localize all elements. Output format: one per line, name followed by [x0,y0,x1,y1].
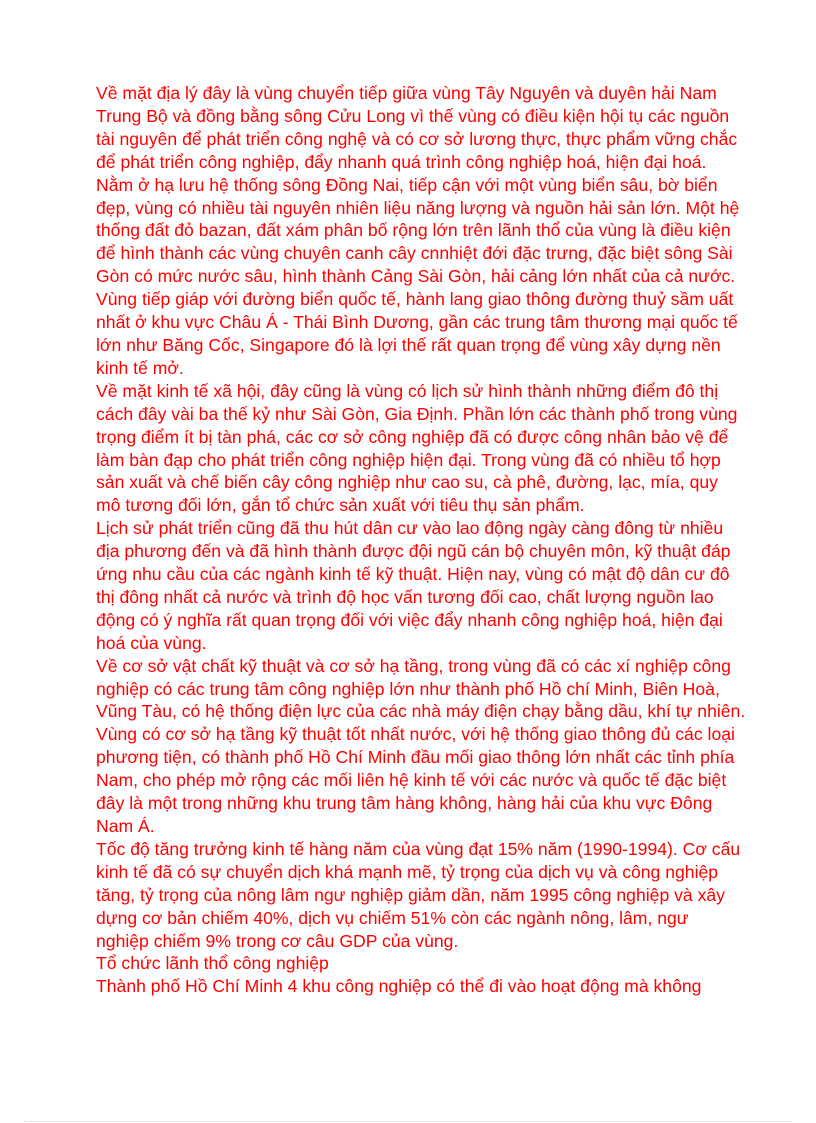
document-body [96,82,746,998]
paragraph-geography: Về mặt địa lý đây là vùng chuyển tiếp giữa vùng Tây Nguyên và duyên hải Nam Trung Bộ và đồng bằng sông Cửu Long vì thế vùng có điều kiện hội tụ các nguồn tài nguyên để phát triển công nghệ và có cơ sở lương thực, thực phẩm vững chắc để phát triển công nghiệp, đẩy nhanh quá trình công nghiệp hoá, hiện đại hoá. [96,83,738,172]
page-bottom-divider [24,1121,792,1122]
paragraph-natural-resources: Nằm ở hạ lưu hệ thống sông Đồng Nai, tiếp cận với một vùng biển sâu, bờ biển đẹp, vùng có nhiều tài nguyên nhiên liệu năng lượng và nguồn hải sản lớn. Một hệ thống đất đỏ bazan, đất xám phân bố rộng lớn trên lãnh thổ của vùng là điều kiện để hình thành các vùng chuyên canh cây cnnhiệt đới đặc trưng, đặc biệt sông Sài Gòn có mức nước sâu, hình thành Cảng Sài Gòn, hải cảng lớn nhất của cả nước. Vùng tiếp giáp với đường biển quốc tế, hành lang giao thông đường thuỷ sầm uất nhất ở khu vực Châu Á - Thái Bình Dương, gần các trung tâm thương mại quốc tế lớn như Băng Cốc, Singapore đó là lợi thế rất quan trọng để vùng xây dựng nền kinh tế mở. [96,174,740,378]
paragraph-labor-history: Lịch sử phát triển cũng đã thu hút dân cư vào lao động ngày càng đông từ nhiều địa phương đến và đã hình thành được đội ngũ cán bộ chuyên môn, kỹ thuật đáp ứng nhu cầu của các ngành kinh tế kỹ thuật. Hiện nay, vùng có mật độ dân cư đô thị đông nhất cả nước và trình độ học vấn tương đối cao, chất lượng nguồn lao động có ý nghĩa rất quan trọng đối với việc đẩy nhanh công nghiệp hoá, hiện đại hoá của vùng. [96,518,731,653]
paragraph-hcmc-industrial-zones: Thành phố Hồ Chí Minh 4 khu công nghiệp có thể đi vào hoạt động mà không [96,976,702,997]
paragraph-growth-rate: Tốc độ tăng trưởng kinh tế hàng năm của vùng đạt 15% năm (1990-1994). Cơ cấu kinh tế đã có sự chuyển dịch khá mạnh mẽ, tỷ trọng của dịch vụ và công nghiệp tăng, tỷ trọng của nông lâm ngư nghiệp giảm dần, năm 1995 công nghiệp và xây dựng cơ bản chiếm 40%, dịch vụ chiếm 51% còn các ngành nông, lâm, ngư nghiệp chiếm 9% trong cơ câu GDP của vùng. [96,838,741,951]
paragraph-socio-economic: Về mặt kinh tế xã hội, đây cũng là vùng có lịch sử hình thành những điểm đô thị cách đây vài ba thế kỷ như Sài Gòn, Gia Định. Phần lớn các thành phố trong vùng trọng điểm ít bị tàn phá, các cơ sở công nghiệp đã có được công nhân bảo vệ để làm bàn đạp cho phát triển công nghiệp hiện đại. Trong vùng đã có nhiều tổ hợp sản xuất và chế biến cây công nghiệp như cao su, cà phê, đường, lạc, mía, quy mô tương đối lớn, gắn tổ chức sản xuất với tiêu thụ sản phẩm. [96,380,738,516]
paragraph-infrastructure: Về cơ sở vật chất kỹ thuật và cơ sở hạ tầng, trong vùng đã có các xí nghiệp công nghiệp có các trung tâm công nghiệp lớn như thành phố Hồ chí Minh, Biên Hoà, Vũng Tàu, có hệ thống điện lực của các nhà máy điện chạy bằng dầu, khí tự nhiên. Vùng có cơ sở hạ tầng kỹ thuật tốt nhất nước, với hệ thống giao thông đủ các loại phương tiện, có thành phố Hồ Chí Minh đầu mối giao thông lớn nhất các tỉnh phía Nam, cho phép mở rộng các mối liên hệ kinh tế với các nước và quốc tế đặc biệt đây là một trong những khu trung tâm hàng không, hàng hải của khu vực Đông Nam Á. [96,655,746,836]
section-heading-industrial-organization: Tổ chức lãnh thổ công nghiệp [96,953,329,974]
